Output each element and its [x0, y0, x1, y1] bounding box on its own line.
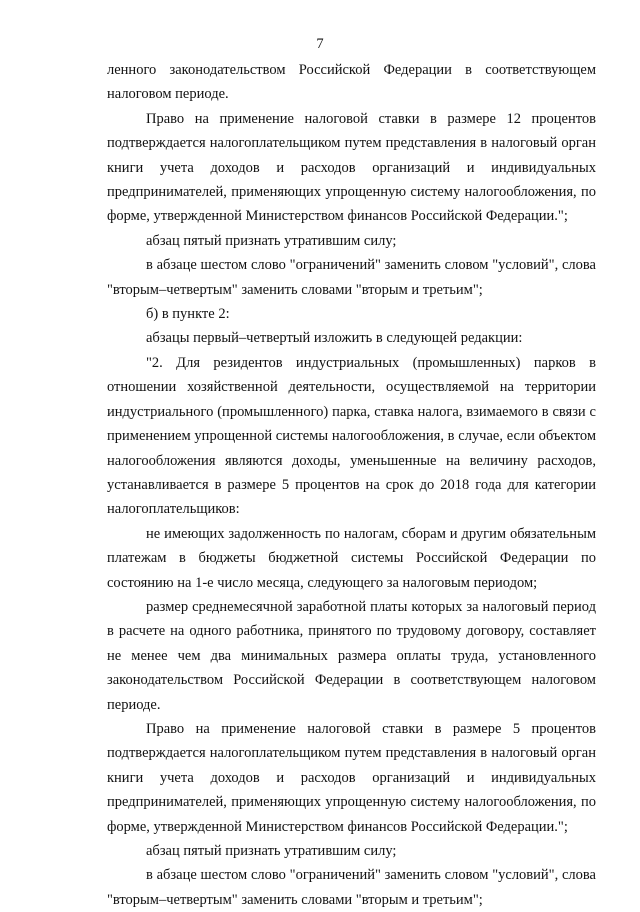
paragraph: б) в пункте 2: [146, 306, 230, 323]
paragraph: Право на применение налоговой ставки в размере 5 процентов подтверждается налогоплательщиком путем представления в налоговый орган книги учета доходов и расходов организаций и индивидуальных предпринимателей, применяющих упрощенную систему налогообложения, по форме, утвержденной Министерством финансов Российской Федерации."; [107, 720, 596, 835]
paragraph: "2. Для резидентов индустриальных (промышленных) парков в отношении хозяйственной деятельности, осуществляемой на территории индустриального (промышленного) парка, ставка налога, взимаемого в связи с применением упрощенной системы налогообложения, в случае, если объектом налогообложения являются доходы, уменьшенные на величину расходов, устанавливается в размере 5 процентов на срок до 2018 года для категории налогоплательщиков: [107, 354, 596, 518]
paragraph: в абзаце шестом слово "ограничений" заменить словом "условий", слова "вторым–четвертым" заменить словами "вторым и третьим"; [107, 867, 596, 908]
paragraph: абзац пятый признать утратившим силу; [146, 843, 397, 859]
document-body [107, 58, 596, 912]
paragraph: абзацы первый–четвертый изложить в следующей редакции: [146, 330, 523, 347]
paragraph: размер среднемесячной заработной платы которых за налоговый период в расчете на одного работника, принятого по трудовому договору, составляет не менее чем два минимальных размера оплаты труда, установленного законодательством Российской Федерации в соответствующем налоговом периоде. [107, 598, 596, 713]
paragraph: Право на применение налоговой ставки в размере 12 процентов подтверждается налогоплательщиком путем представления в налоговый орган книги учета доходов и расходов организаций и индивидуальных предпринимателей, применяющих упрощенную систему налогообложения, по форме, утвержденной Министерством финансов Российской Федерации."; [107, 110, 596, 225]
page-number: 7 [316, 36, 324, 52]
paragraph: в абзаце шестом слово "ограничений" заменить словом "условий", слова "вторым–четвертым" заменить словами "вторым и третьим"; [107, 257, 596, 298]
paragraph: не имеющих задолженность по налогам, сборам и другим обязательным платежам в бюджеты бюджетной системы Российской Федерации по состоянию на 1-е число месяца, следующего за налоговым периодом; [107, 525, 596, 591]
paragraph: абзац пятый признать утратившим силу; [146, 232, 397, 249]
paragraph: ленного законодательством Российской Федерации в соответствующем налоговом периоде. [107, 62, 596, 103]
